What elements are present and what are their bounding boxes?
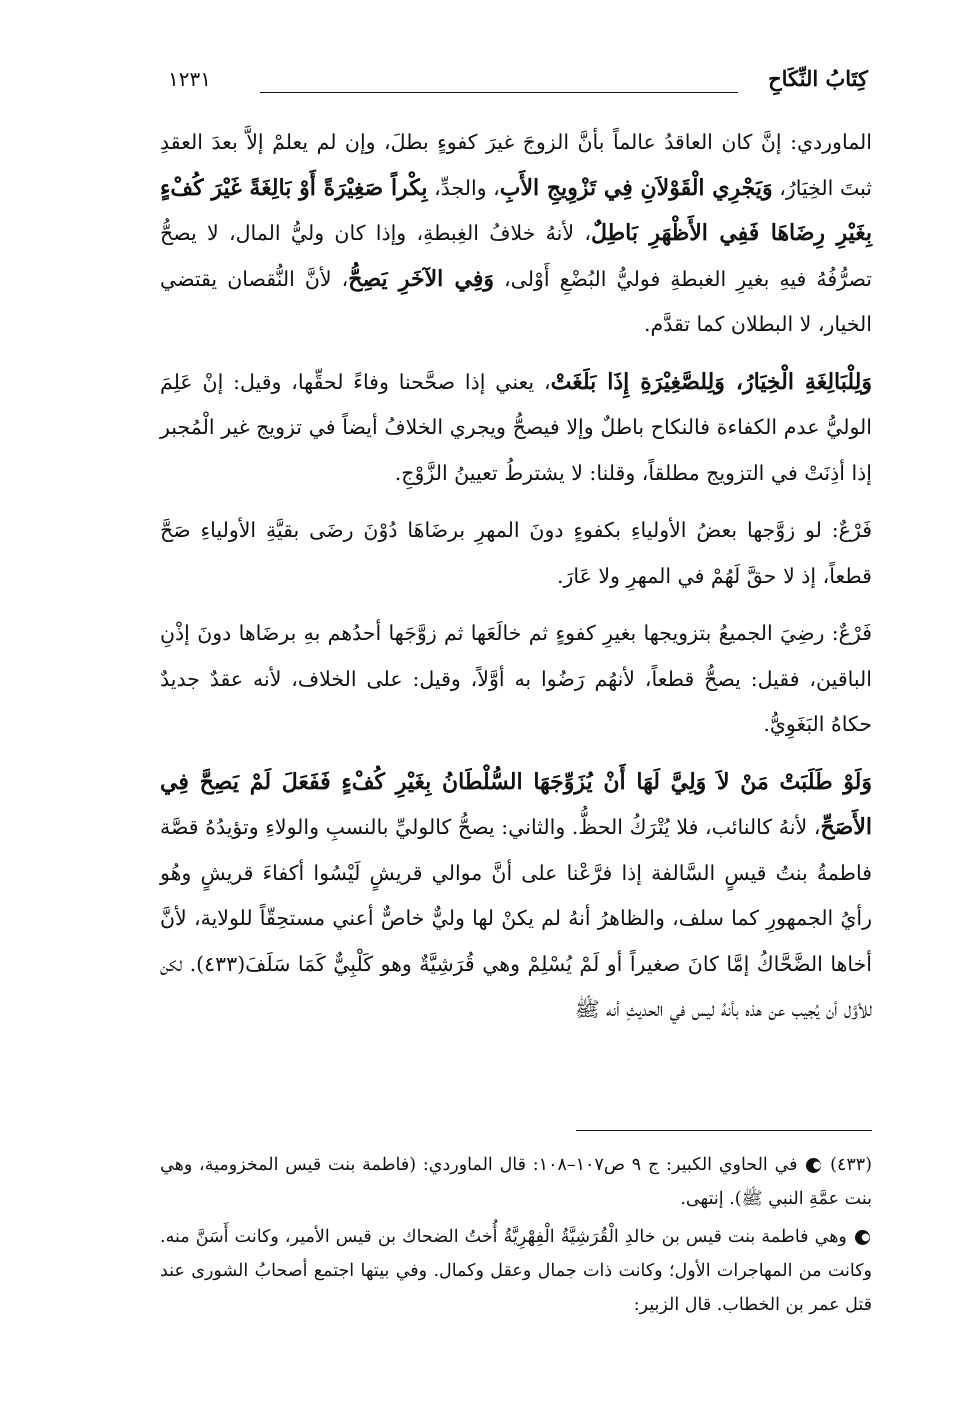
footnote-text: في الحاوي الكبير: ج ٩ ص١٠٧–١٠٨: قال الماوردي: (فاطمة بنت قيس المخزومية، وهي بنت عمَّةِ النبي ﷺ). إنتهى. [160,1155,872,1209]
paragraph-4-far: فَرْعٌ: رضِيَ الجميعُ بتزويجها بغيرِ كفوءٍ ثم خالَعَها ثم زوَّجَها أحدُهم بهِ برضَاها دونَ إذْنِ الباقين، فقيل: يصحُّ قطعاً، لأنهُم رَضُوا به أوَّلاً، وقيل: على الخلاف، لأنه عقدٌ جديدٌ حكاهُ البَغَوِيُّ. [160,621,872,736]
footnote-433 [160,1148,872,1216]
footnote-433-bio [160,1220,872,1322]
matn-span: وَلِلْبَالِغَةِ الْخِيَارُ، وَلِلصَّغِيْرَةِ إِذَا بَلَغَتْ [550,368,872,395]
text-span: ، لأنهُ خلافُ الغِبطةِ، وإذا كان وليُّ المال، لا يصحُّ تصرُّفُهُ فيهِ بغيرِ الغبطةِ فوليُّ البُضْعِ أَوْلى، [160,221,872,291]
paragraph-3-far: فَرْعٌ: لو زوَّجها بعضُ الأولياءِ بكفوءٍ دونَ المهرِ برضَاهَا دُوْنَ رضَى بقيَّةِ الأولياءِ صَحَّ قطعاً، إذ لا حقَّ لَهُمْ في المهرِ ولا عَارَ. [160,518,872,588]
footnote-text: وهي فاطمة بنت قيس بن خالدِ الْقُرَشِيَّةُ الْفِهْرِيَّةُ أُختُ الضحاك بن قيس الأمير، وكانت أَسَنَّ منه. وكانت من المهاجرات الأول؛ وكانت ذات جمال وعقل وكمال. وفي بيتها اجتمع أصحابُ الشورى عند قتل عمر بن الخطاب. قال الزبير: [160,1227,872,1315]
text-span: ، والجدِّ، [427,175,500,200]
matn-span: وَيَجْرِي الْقَوْلاَنِ فِي تَزْوِيجِ الأَبِ [499,174,773,201]
header-rule [260,92,738,93]
footnote-number: (٤٣٣) [823,1155,872,1175]
footnote-marker-icon: ● [806,1158,821,1173]
page-header [168,62,868,102]
text-span: ، يعني إذا صحَّحنا وفاءً لحقِّها، وقيل: إنْ عَلِمَ الوليُّ عدم الكفاءة فالنكاح باطلٌ وإلا فيصحُّ ويجري الخلافُ أيضاً في تزويج غير الْمُجبر إذا أذِنَتْ في التزويج مطلقاً، وقلنا: لا يشترطُ تعيينُ الزَّوْجِ. [160,369,872,485]
text-span: ، لأنَّ النُّقصان يقتضي الخيار، لا البطلان كما تقدَّم. [160,266,872,336]
main-text [160,120,872,1039]
paragraph-5 [160,760,872,1033]
page-number: ١٢٣١ [168,67,211,91]
footnote-rule [576,1130,872,1131]
paragraph-2 [160,360,872,497]
footnote-marker-icon: ● [855,1230,870,1245]
text-span: ، لأنهُ كالنائب، فلا يُتْرَكُ الحظُّ. والثاني: يصحُّ كالوليِّ بالنسبِ والولاءِ وتؤيدُهُ قصَّة فاطمةُ بنتُ قيسٍ السَّالفة إذا فرَّعْنا على أنَّ موالي قريشٍ لَيْسُوا أكفاءَ قريشٍ وهُو رأيُ الجمهورِ كما سلف، والظاهرُ أنهُ لم يكنْ لها وليٌّ خاصٌّ أعني مستحِقّاً للولاية، لأنَّ أخاها الضَّحَّاكُ إمَّا كانَ صغيراً أو لَمْ يُسْلِمْ وهي قُرَشِيَّةٌ وهو كَلْبِيٌّ كَمَا سَلَفَ(٤٣٣). لكن للأوَّل أن يُجيب عن هذه بأنهُ ليس في الحديثِ أنه ﷺ [160,815,873,1021]
text-span: الماوردي: إنَّ كان العاقدُ عالماً بأنَّ الزوجَ غيرَ كفوءٍ بطلَ، وإن لم يعلمْ إلاَّ بعدَ العقدِ ثبتَ الخِيَارُ، [160,130,872,200]
paragraph-1 [160,120,872,348]
matn-span: بِكْراً صَغِيْرَةً أَوْ بَالِغَةً غَيْرَ كُفْءٍ بِغَيْرِ رِضَاهَا فَفِي الأَظْهَرِ بَاطِلٌ [160,174,873,246]
matn-span: وَلَوْ طَلَبَتْ مَنْ لاَ وَلِيَّ لَهَا أَنْ يُزَوِّجَهَا السُّلْطَانُ بِغَيْرِ كُفْءٍ فَفَعَلَ لَمْ يَصِحَّ فِي الأَصَحِّ [160,768,872,840]
chapter-title: كِتَابُ النِّكَاحِ [768,66,868,91]
footnotes [160,1148,872,1326]
matn-span: وَفِي الآخَرِ يَصِحُّ [348,265,494,292]
